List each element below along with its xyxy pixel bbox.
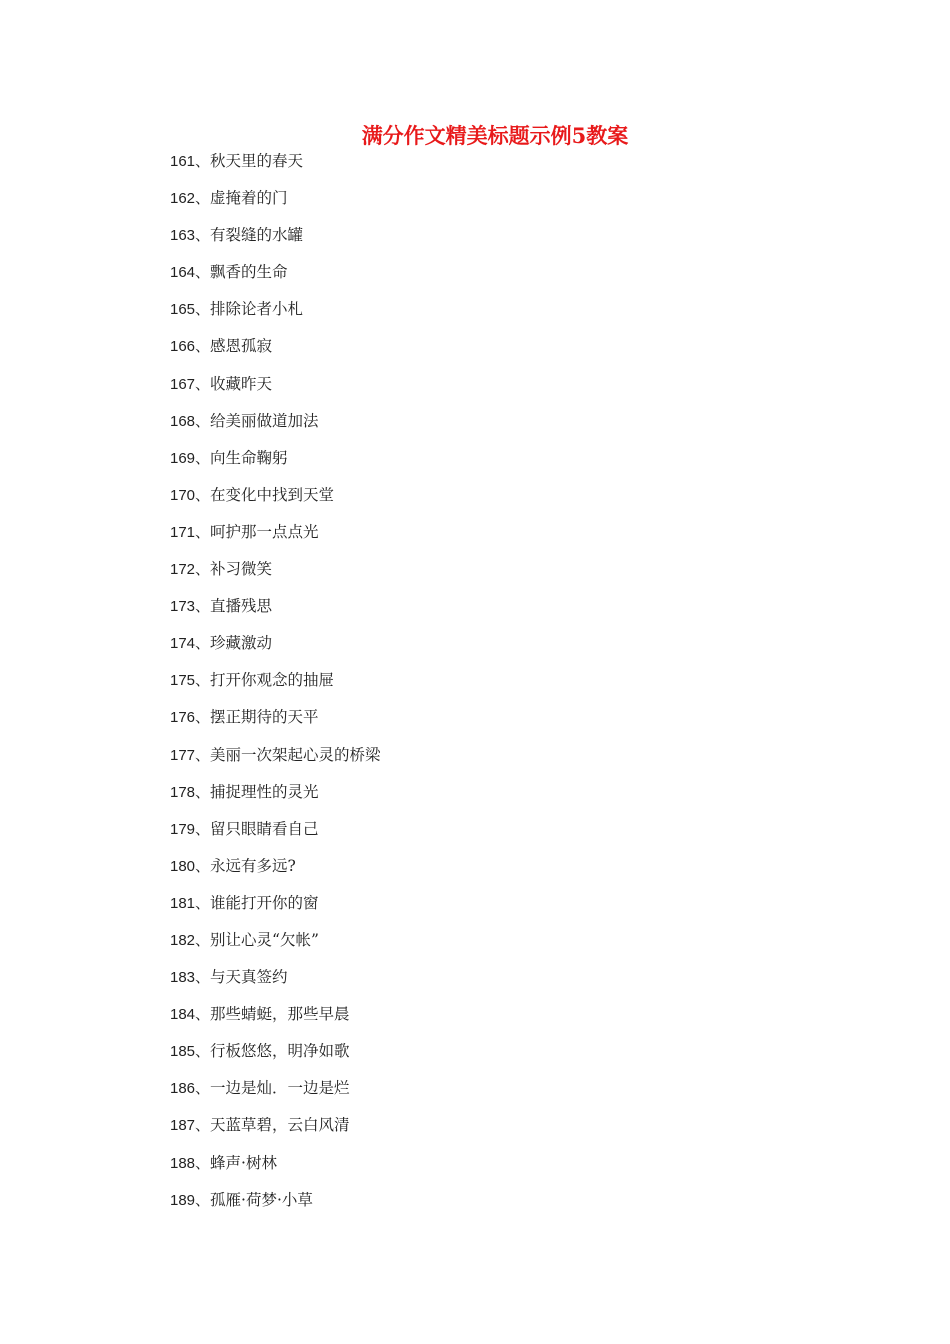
essay-title-list [170, 148, 381, 1224]
list-item [170, 1150, 381, 1187]
list-item [170, 964, 381, 1001]
item-title-text: 那些蜻蜓，那些早晨 [210, 1005, 350, 1024]
item-number: 174 [170, 635, 196, 653]
item-separator: 、 [195, 411, 211, 430]
item-number: 166 [170, 338, 196, 356]
item-number: 178 [170, 783, 196, 801]
item-number: 188 [170, 1154, 196, 1172]
list-item [170, 519, 381, 556]
item-separator: 、 [195, 634, 211, 653]
list-item [170, 408, 381, 445]
item-separator: 、 [195, 819, 211, 838]
list-item [170, 1038, 381, 1075]
list-item [170, 556, 381, 593]
item-title-text: 收藏昨天 [210, 374, 273, 393]
item-title-text: 向生命鞠躬 [210, 448, 288, 467]
item-number: 172 [170, 561, 196, 579]
item-number: 180 [170, 857, 196, 875]
list-item [170, 593, 381, 630]
item-number: 162 [170, 190, 196, 208]
item-title-text: 呵护那一点点光 [210, 522, 319, 541]
item-title-text: 留只眼睛看自己 [210, 819, 319, 838]
item-title-text: 永远有多远? [210, 856, 296, 875]
list-item [170, 445, 381, 482]
item-title-text: 珍藏激动 [210, 634, 273, 653]
item-number: 177 [170, 746, 196, 764]
item-separator: 、 [195, 745, 211, 764]
item-title-text: 与天真签约 [210, 968, 288, 987]
item-title-text: 飘香的生命 [210, 263, 288, 282]
list-item [170, 148, 381, 185]
list-item [170, 704, 381, 741]
item-title-text: 谁能打开你的窗 [210, 893, 319, 912]
item-title-text: 排除论者小札 [210, 300, 304, 319]
list-item [170, 222, 381, 259]
list-item [170, 630, 381, 667]
item-separator: 、 [195, 448, 211, 467]
item-separator: 、 [195, 1190, 211, 1209]
list-item [170, 779, 381, 816]
item-title-text: 打开你观念的抽屉 [210, 671, 335, 690]
item-number: 184 [170, 1006, 196, 1024]
item-number: 167 [170, 375, 196, 393]
item-separator: 、 [195, 782, 211, 801]
item-separator: 、 [195, 337, 211, 356]
item-separator: 、 [195, 597, 211, 616]
list-item [170, 296, 381, 333]
item-separator: 、 [195, 1153, 211, 1172]
item-number: 161 [170, 153, 196, 170]
item-title-text: 捕捉理性的灵光 [210, 782, 319, 801]
item-number: 176 [170, 709, 196, 727]
item-number: 181 [170, 894, 196, 912]
item-separator: 、 [195, 189, 211, 208]
item-number: 168 [170, 412, 196, 430]
list-item [170, 1112, 381, 1149]
list-item [170, 1001, 381, 1038]
item-separator: 、 [195, 522, 211, 541]
item-separator: 、 [195, 560, 211, 579]
item-number: 186 [170, 1080, 196, 1098]
item-number: 175 [170, 672, 196, 690]
list-item [170, 333, 381, 370]
item-separator: 、 [195, 893, 211, 912]
item-separator: 、 [195, 856, 211, 875]
list-item [170, 1075, 381, 1112]
list-item [170, 816, 381, 853]
item-title-text: 蜂声·树林 [210, 1153, 277, 1172]
item-number: 182 [170, 931, 196, 949]
item-title-text: 一边是灿．一边是烂 [210, 1079, 350, 1098]
item-number: 171 [170, 523, 196, 541]
item-number: 170 [170, 486, 196, 504]
item-number: 165 [170, 301, 196, 319]
item-number: 163 [170, 227, 196, 245]
item-separator: 、 [195, 930, 211, 949]
item-separator: 、 [195, 1042, 211, 1061]
item-separator: 、 [195, 152, 211, 170]
item-number: 187 [170, 1117, 196, 1135]
item-number: 173 [170, 598, 196, 616]
item-number: 185 [170, 1043, 196, 1061]
item-title-text: 补习微笑 [210, 560, 273, 579]
item-title-text: 给美丽做道加法 [210, 411, 319, 430]
item-separator: 、 [195, 1116, 211, 1135]
list-item [170, 667, 381, 704]
item-separator: 、 [195, 1079, 211, 1098]
item-title-text: 天蓝草碧，云白风清 [210, 1116, 350, 1135]
list-item [170, 1187, 381, 1224]
item-separator: 、 [195, 968, 211, 987]
item-title-text: 摆正期待的天平 [210, 708, 319, 727]
item-separator: 、 [195, 374, 211, 393]
list-item [170, 185, 381, 222]
item-number: 179 [170, 820, 196, 838]
item-separator: 、 [195, 300, 211, 319]
item-title-text: 别让心灵“欠帐” [210, 930, 319, 949]
item-separator: 、 [195, 708, 211, 727]
item-title-text: 孤雁·荷梦·小草 [210, 1190, 313, 1209]
item-separator: 、 [195, 671, 211, 690]
item-number: 169 [170, 449, 196, 467]
item-number: 183 [170, 969, 196, 987]
list-item [170, 853, 381, 890]
list-item [170, 371, 381, 408]
item-title-text: 在变化中找到天堂 [210, 485, 335, 504]
item-title-text: 秋天里的春天 [210, 152, 304, 170]
list-item [170, 259, 381, 296]
item-title-text: 行板悠悠，明净如歌 [210, 1042, 350, 1061]
item-separator: 、 [195, 1005, 211, 1024]
list-item [170, 482, 381, 519]
item-separator: 、 [195, 226, 211, 245]
list-item [170, 890, 381, 927]
item-separator: 、 [195, 263, 211, 282]
item-number: 164 [170, 264, 196, 282]
item-title-text: 直播残思 [210, 597, 273, 616]
item-title-text: 有裂缝的水罐 [210, 226, 304, 245]
list-item [170, 742, 381, 779]
item-separator: 、 [195, 485, 211, 504]
list-item [170, 927, 381, 964]
item-title-text: 美丽一次架起心灵的桥梁 [210, 745, 381, 764]
item-title-text: 感恩孤寂 [210, 337, 273, 356]
item-title-text: 虚掩着的门 [210, 189, 288, 208]
item-number: 189 [170, 1191, 196, 1209]
page-title: 满分作文精美标题示例5教案 [361, 123, 629, 148]
